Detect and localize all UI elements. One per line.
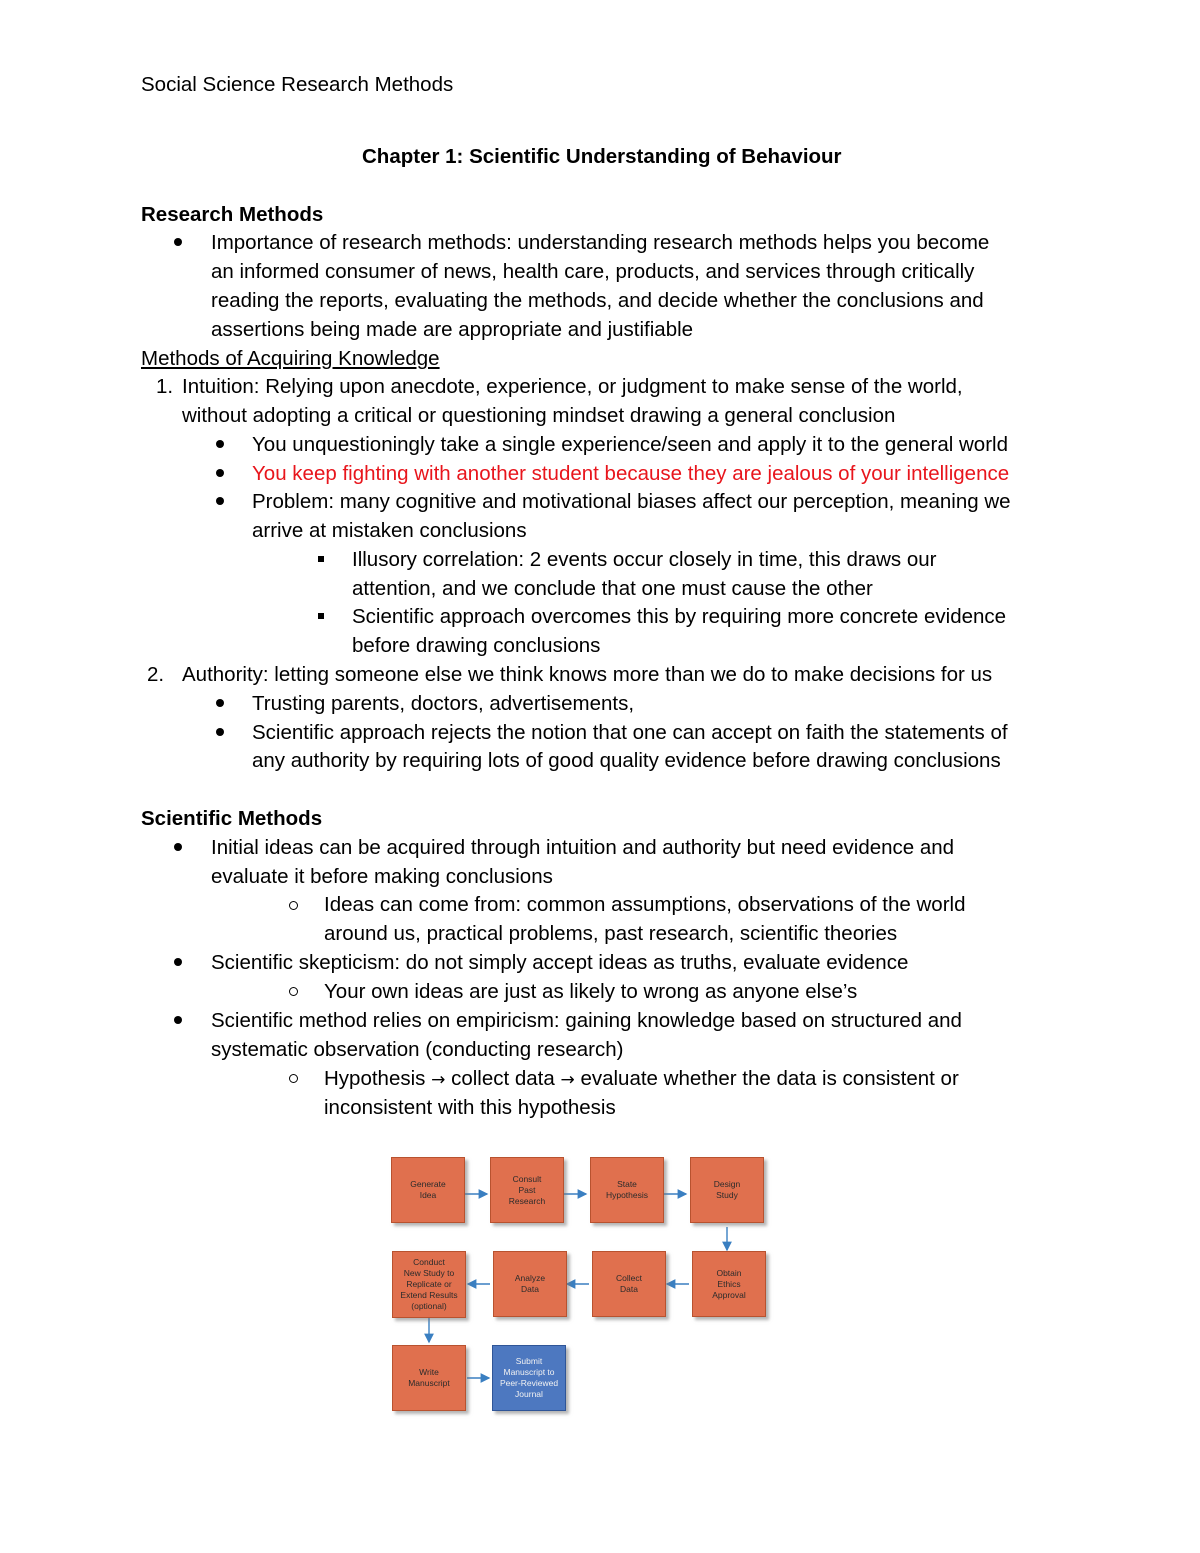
circle-bullet-icon [289, 901, 298, 910]
bullet-line: evaluate it before making conclusions [211, 865, 553, 888]
bullet-line: arrive at mistaken conclusions [252, 519, 527, 542]
right-arrow-icon: → [560, 1070, 575, 1090]
paragraph-line: assertions being made are appropriate and justifiable [211, 318, 694, 341]
bullet-line: Scientific skepticism: do not simply accept ideas as truths, evaluate evidence [211, 951, 909, 974]
sub-bullet-line: Your own ideas are just as likely to wrong as anyone else’s [324, 980, 858, 1003]
right-arrow-icon: → [431, 1070, 446, 1090]
bullet-line: Scientific method relies on empiricism: gaining knowledge based on structured and [211, 1009, 962, 1032]
bullet-line: Initial ideas can be acquired through intuition and authority but need evidence and [211, 836, 955, 859]
bullet-icon [216, 699, 224, 707]
section-heading-scientific-methods: Scientific Methods [141, 807, 323, 830]
sub-bullet-line: inconsistent with this hypothesis [324, 1096, 616, 1119]
bullet-icon [216, 497, 224, 505]
sub-bullet-line: Illusory correlation: 2 events occur closely in time, this draws our [352, 548, 937, 571]
flow-step-conduct-new-study: Conduct New Study to Replicate or Extend Results (optional) [392, 1251, 466, 1318]
paragraph-line: an informed consumer of news, health care, products, and services through critically [211, 260, 975, 283]
flow-step-design-study: Design Study [690, 1157, 764, 1223]
paragraph-line: Importance of research methods: understanding research methods helps you become [211, 231, 990, 254]
list-item-line: without adopting a critical or questioning mindset drawing a general conclusion [182, 404, 896, 427]
bullet-line: Scientific approach rejects the notion that one can accept on faith the statements of [252, 721, 1008, 744]
bullet-line: Trusting parents, doctors, advertisements, [252, 692, 635, 715]
flow-step-consult-past-research: Consult Past Research [490, 1157, 564, 1223]
bullet-line: You unquestioningly take a single experience/seen and apply it to the general world [252, 433, 1008, 456]
flow-step-write-manuscript: Write Manuscript [392, 1345, 466, 1411]
bullet-icon [174, 1016, 182, 1024]
bullet-icon [216, 440, 224, 448]
flow-step-state-hypothesis: State Hypothesis [590, 1157, 664, 1223]
bullet-line: systematic observation (conducting research) [211, 1038, 624, 1061]
circle-bullet-icon [289, 987, 298, 996]
sub-bullet-line: Ideas can come from: common assumptions, observations of the world [324, 893, 966, 916]
bullet-line-highlighted: You keep fighting with another student because they are jealous of your intelligence [252, 462, 1010, 485]
bullet-line: Problem: many cognitive and motivational biases affect our perception, meaning we [252, 490, 1011, 513]
section-heading-research-methods: Research Methods [141, 203, 324, 226]
sub-bullet-line: before drawing conclusions [352, 634, 601, 657]
flow-step-generate-idea: Generate Idea [391, 1157, 465, 1223]
list-item-line: Authority: letting someone else we think knows more than we do to make decisions for us [182, 663, 993, 686]
square-bullet-icon [318, 556, 324, 562]
bullet-icon [174, 238, 182, 246]
sub-bullet-line: attention, and we conclude that one must cause the other [352, 577, 873, 600]
flow-step-analyze-data: Analyze Data [493, 1251, 567, 1317]
list-number: 2. [147, 663, 165, 686]
flow-step-collect-data: Collect Data [592, 1251, 666, 1317]
square-bullet-icon [318, 613, 324, 619]
bullet-icon [174, 843, 182, 851]
section-heading-acquiring-knowledge: Methods of Acquiring Knowledge [141, 347, 440, 370]
sub-bullet-line: around us, practical problems, past research, scientific theories [324, 922, 898, 945]
circle-bullet-icon [289, 1074, 298, 1083]
bullet-line: any authority by requiring lots of good quality evidence before drawing conclusions [252, 749, 1001, 772]
chapter-title: Chapter 1: Scientific Understanding of Behaviour [362, 145, 842, 168]
bullet-icon [216, 469, 224, 477]
bullet-icon [216, 728, 224, 736]
evaluate-text: evaluate whether the data is consistent or [580, 1067, 959, 1090]
paragraph-line: reading the reports, evaluating the methods, and decide whether the conclusions and [211, 289, 984, 312]
hypothesis-text: Hypothesis [324, 1067, 426, 1090]
sub-bullet-line: Scientific approach overcomes this by requiring more concrete evidence [352, 605, 1007, 628]
flow-step-obtain-ethics-approval: Obtain Ethics Approval [692, 1251, 766, 1317]
bullet-icon [174, 958, 182, 966]
flow-step-submit-manuscript: Submit Manuscript to Peer-Reviewed Journal [492, 1345, 566, 1411]
document-header: Social Science Research Methods [141, 73, 454, 96]
sub-bullet-line [324, 1064, 959, 1095]
research-process-flowchart [386, 1150, 776, 1425]
list-item-line: Intuition: Relying upon anecdote, experience, or judgment to make sense of the world, [182, 375, 963, 398]
list-number: 1. [156, 375, 174, 398]
collect-data-text: collect data [451, 1067, 555, 1090]
